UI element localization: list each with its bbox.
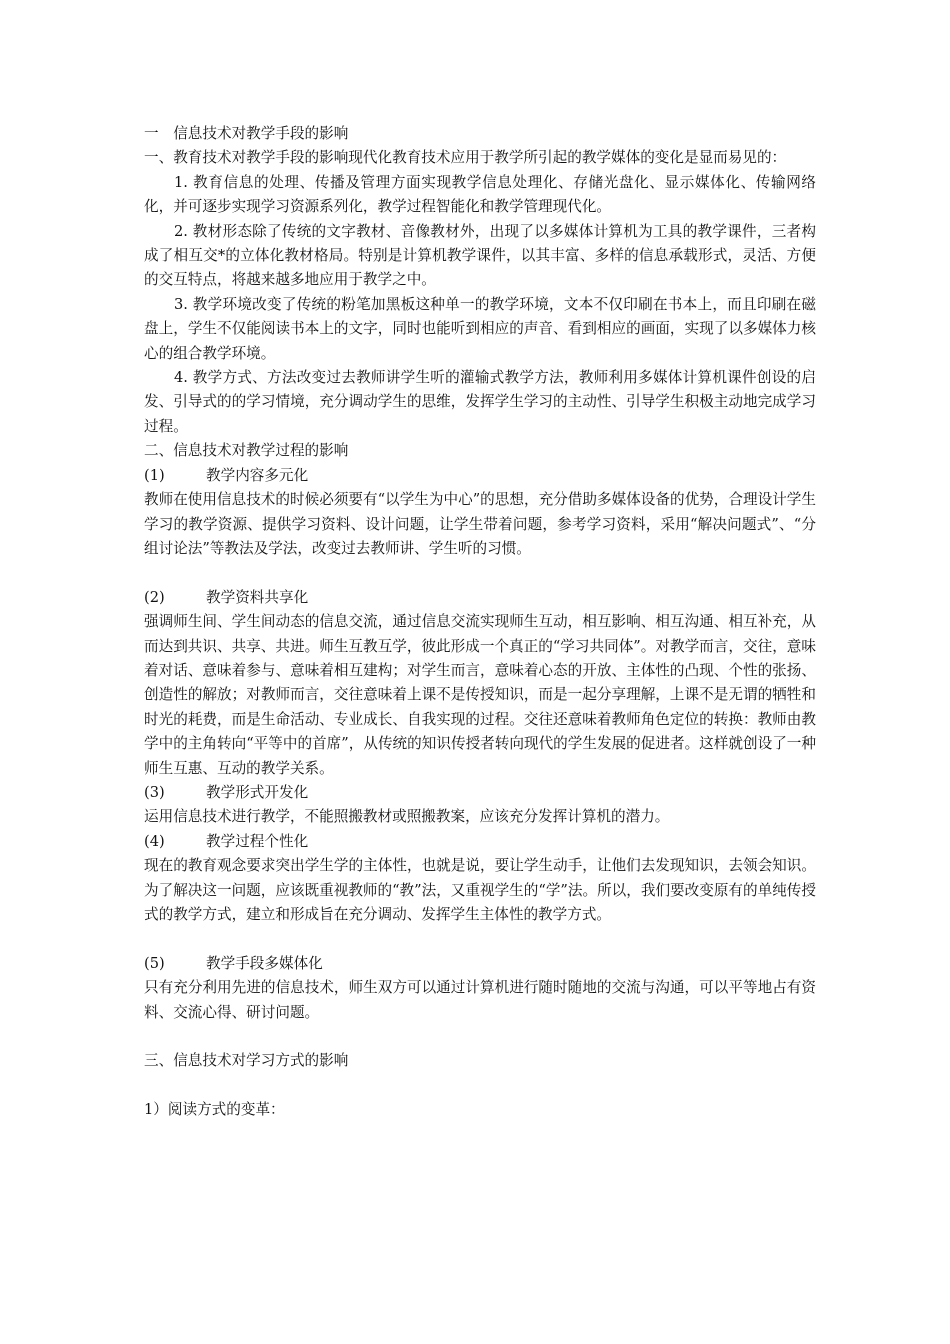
subheading-reading: 1）阅读方式的变革： [144, 1101, 285, 1119]
subheading-number: (3) [144, 783, 165, 801]
list-item-3: 3. 教学环境改变了传统的粉笔加黑板这种单一的教学环境，文本不仅印刷在书本上，而且印刷在磁盘上，学生不仅能阅读书本上的文字，同时也能听到相应的声音、看到相应的画面，实现了以多媒体力核心的组合教学环境。 [144, 295, 816, 362]
subsection-body-4: 现在的教育观念要求突出学生学的主体性，也就是说，要让学生动手，让他们去发现知识，去领会知识。为了解决这一问题，应该既重视教师的“教”法，又重视学生的“学”法。所以，我们要改变原有的单纯传授式的教学方式，建立和形成旨在充分调动、发挥学生主体性的教学方式。 [144, 857, 816, 923]
subheading-2 [144, 586, 816, 610]
subheading-3 [144, 781, 816, 805]
list-item-4: 4. 教学方式、方法改变过去教师讲学生听的灌输式教学方法，教师利用多媒体计算机课件创设的启发、引导式的的学习情境，充分调动学生的思维，发挥学生学习的主动性、引导学生积极主动地完成学习过程。 [144, 369, 816, 435]
subheading-number: (5) [144, 954, 165, 972]
subheading-title: 教学手段多媒体化 [206, 954, 323, 972]
section-heading-1: 一 信息技术对教学手段的影响 [144, 125, 349, 142]
blank-line [144, 927, 816, 951]
blank-line [144, 1074, 816, 1098]
subheading-4 [144, 830, 816, 854]
subheading-title: 教学资料共享化 [206, 588, 309, 606]
section-heading-2: 二、信息技术对教学过程的影响 [144, 442, 349, 460]
blank-line [144, 561, 816, 585]
subsection-body-3: 运用信息技术进行教学，不能照搬教材或照搬教案，应该充分发挥计算机的潜力。 [144, 808, 670, 826]
intro-paragraph: 一、教育技术对教学手段的影响现代化教育技术应用于教学所引起的教学媒体的变化是显而易见的： [144, 149, 787, 167]
subheading-5 [144, 952, 816, 976]
subheading-number: (1) [144, 466, 165, 484]
list-item-1: 1. 教育信息的处理、传播及管理方面实现教学信息处理化、存储光盘化、显示媒体化、传输网络化，并可逐步实现学习资源系列化，教学过程智能化和教学管理现代化。 [144, 173, 816, 216]
subheading-number: (2) [144, 588, 165, 606]
subheading-number: (4) [144, 832, 165, 850]
subheading-title: 教学形式开发化 [206, 783, 309, 801]
list-item-2: 2. 教材形态除了传统的文字教材、音像教材外，出现了以多媒体计算机为工具的教学课件，三者构成了相互交*的立体化教材格局。特别是计算机教学课件，以其丰富、多样的信息承载形式，灵活、方便的交互特点，将越来越多地应用于教学之中。 [144, 222, 816, 289]
blank-line [144, 1025, 816, 1049]
subheading-title: 教学过程个性化 [206, 832, 309, 850]
subheading-title: 教学内容多元化 [206, 466, 309, 484]
subsection-body-2: 强调师生间、学生间动态的信息交流，通过信息交流实现师生互动，相互影响、相互沟通、相互补充，从而达到共识、共享、共进。师生互教互学，彼此形成一个真正的“学习共同体”。对教学而言，交往，意味着对话、意味着参与、意味着相互建构；对学生而言，意味着心态的开放、主体性的凸现、个性的张扬、创造性的解放；对教师而言，交往意味着上课不是传授知识，而是一起分享理解，上课不是无谓的牺牲和时光的耗费，而是生命活动、专业成长、自我实现的过程。交往还意味着教师角色定位的转换：教师由教学中的主角转向“平等中的首席”，从传统的知识传授者转向现代的学生发展的促进者。这样就创设了一种师生互惠、互动的教学关系。 [144, 613, 816, 777]
document-page [144, 122, 816, 1123]
section-heading-3: 三、信息技术对学习方式的影响 [144, 1052, 349, 1070]
subsection-body-1: 教师在使用信息技术的时候必须要有“以学生为中心”的思想，充分借助多媒体设备的优势，合理设计学生学习的教学资源、提供学习资料、设计问题，让学生带着问题，参考学习资料，采用“解决问题式”、“分组讨论法”等教法及学法，改变过去教师讲、学生听的习惯。 [144, 491, 816, 557]
subsection-body-5: 只有充分利用先进的信息技术，师生双方可以通过计算机进行随时随地的交流与沟通，可以平等地占有资料、交流心得、研讨问题。 [144, 979, 816, 1021]
subheading-1 [144, 464, 816, 488]
